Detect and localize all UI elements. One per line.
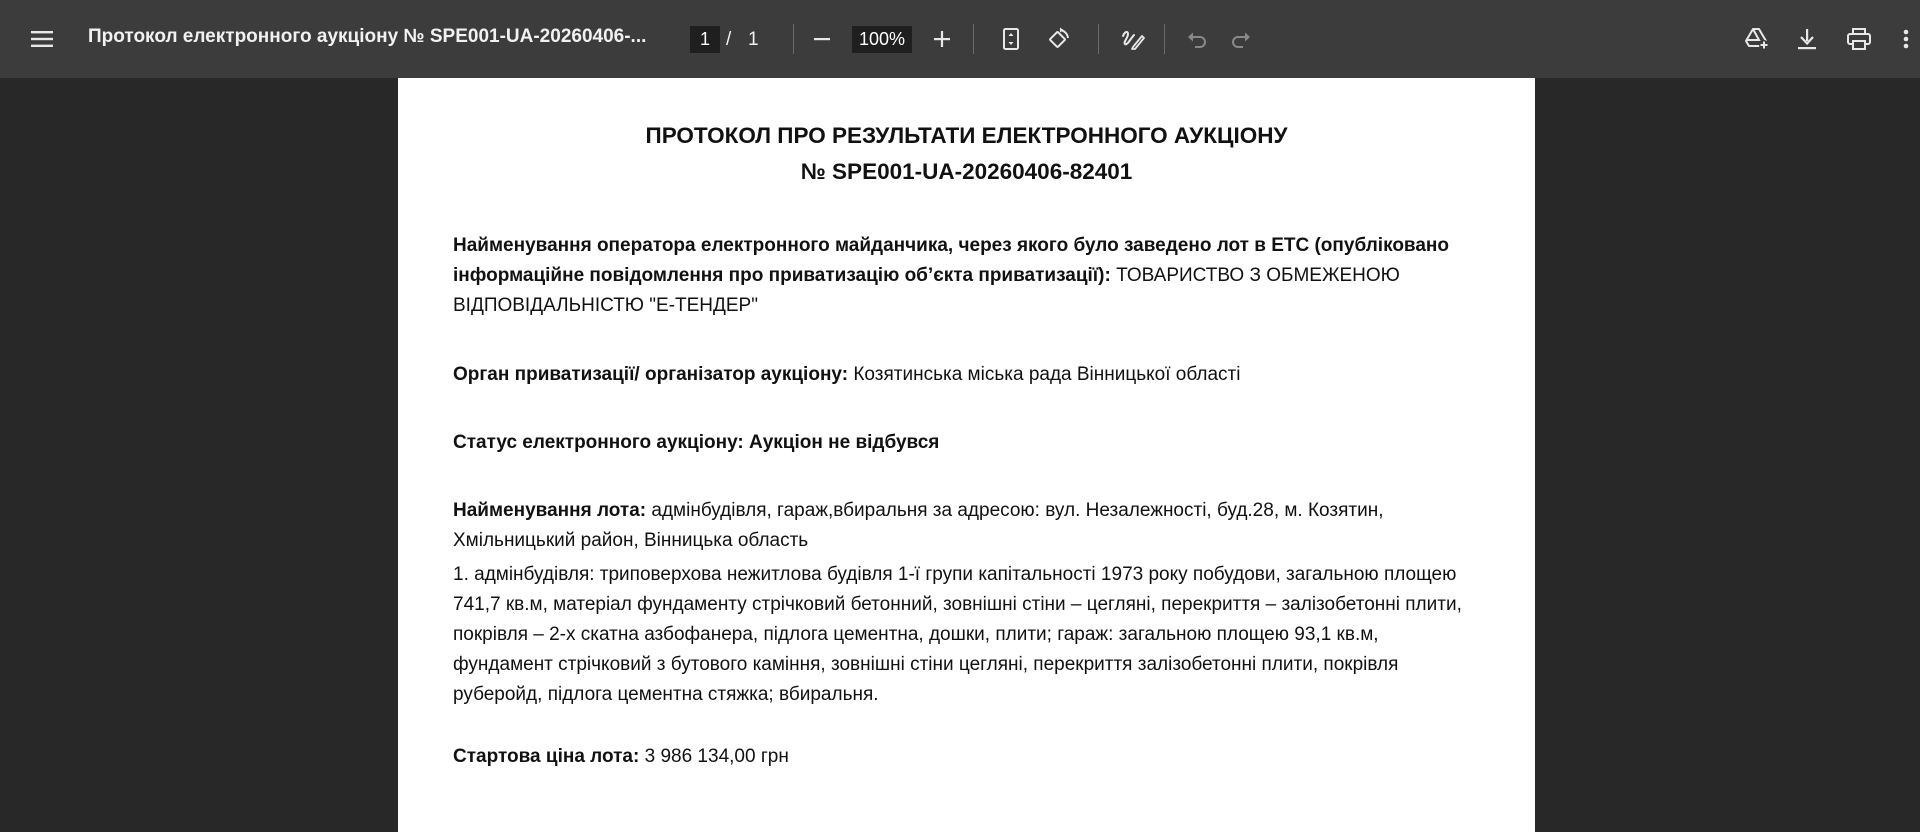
zoom-out-button[interactable] (802, 19, 842, 59)
toolbar-divider (1164, 24, 1165, 54)
add-to-drive-icon (1744, 27, 1770, 51)
organizer-paragraph (453, 360, 1480, 390)
price-paragraph (453, 742, 1480, 772)
download-button[interactable] (1787, 19, 1827, 59)
toolbar-divider (1098, 24, 1099, 54)
redo-icon (1231, 30, 1251, 48)
document-heading-line1: ПРОТОКОЛ ПРО РЕЗУЛЬТАТИ ЕЛЕКТРОННОГО АУКЦІОНУ (645, 123, 1288, 148)
zoom-level-input[interactable]: 100% (852, 26, 912, 53)
undo-button[interactable] (1177, 19, 1217, 59)
zoom-in-button[interactable] (922, 19, 962, 59)
organizer-value: Козятинська міська рада Вінницької області (848, 364, 1241, 385)
operator-paragraph (453, 231, 1480, 321)
pdf-toolbar (0, 0, 1920, 78)
price-value: 3 986 134,00 грн (639, 746, 789, 767)
operator-label: Найменування оператора електронного майданчика, через якого було заведено лот в ЕТС (опубліковано інформаційне повідомлення про приватизацію об’єкта приватизації): (453, 235, 1450, 286)
status-label: Статус електронного аукціону: (453, 432, 744, 453)
document-heading (453, 118, 1480, 190)
draw-icon (1121, 28, 1145, 50)
toolbar-divider (793, 24, 794, 54)
organizer-label: Орган приватизації/ організатор аукціону: (453, 364, 849, 385)
download-icon (1797, 28, 1817, 50)
more-options-button[interactable] (1891, 19, 1920, 59)
lot-paragraph (453, 496, 1480, 556)
toolbar-divider (973, 24, 974, 54)
lot-description: 1. адмінбудівля: триповерхова нежитлова будівля 1-ї групи капітальності 1973 року побудови, загальною площею 741,7 кв.м, матеріал фундаменту стрічковий бетонний, зовнішні стіни – цегляні, перекриття – залізобетонні плити, покрівля – 2-х скатна азбофанера, підлога цементна, дошки, плити; гараж: загальною площею 93,1 кв.м, фундамент стрічковий з бутового каміння, зовнішні стіни цегляні, перекриття залізобетонні плити, покрівля руберойд, підлога цементна стяжка; вбиральня. (453, 564, 1462, 705)
print-button[interactable] (1839, 19, 1879, 59)
page-total: 1 (748, 29, 759, 50)
document-heading-line2: № SPE001-UA-20260406-82401 (800, 159, 1133, 184)
price-label: Стартова ціна лота: (453, 746, 640, 767)
menu-button[interactable] (22, 19, 62, 59)
add-to-drive-button[interactable] (1737, 19, 1777, 59)
plus-icon (933, 30, 951, 48)
lot-label: Найменування лота: (453, 500, 647, 521)
operator-value: ТОВАРИСТВО З ОБМЕЖЕНОЮ ВІДПОВІДАЛЬНІСТЮ "Е-ТЕНДЕР" (453, 265, 1400, 316)
page-number-input[interactable] (690, 26, 720, 53)
annotate-button[interactable] (1113, 19, 1153, 59)
pdf-page (398, 78, 1535, 832)
document-viewer[interactable] (0, 78, 1920, 832)
rotate-icon (1047, 27, 1071, 51)
redo-button[interactable] (1221, 19, 1261, 59)
document-title: Протокол електронного аукціону № SPE001-UA-20260406-... (88, 26, 647, 47)
hamburger-menu-icon (31, 31, 53, 47)
lot-value: адмінбудівля, гараж,вбиральня за адресою: вул. Незалежності, буд.28, м. Козятин, Хмільницький район, Вінницька область (453, 500, 1384, 551)
status-value: Аукціон не відбувся (743, 432, 940, 453)
print-icon (1847, 28, 1871, 50)
fit-to-page-icon (1002, 28, 1020, 50)
fit-to-page-button[interactable] (991, 19, 1031, 59)
rotate-button[interactable] (1039, 19, 1079, 59)
minus-icon (813, 30, 831, 48)
status-paragraph (453, 428, 1480, 458)
more-vert-icon (1903, 29, 1909, 49)
page-separator: / (726, 29, 732, 50)
undo-icon (1187, 30, 1207, 48)
